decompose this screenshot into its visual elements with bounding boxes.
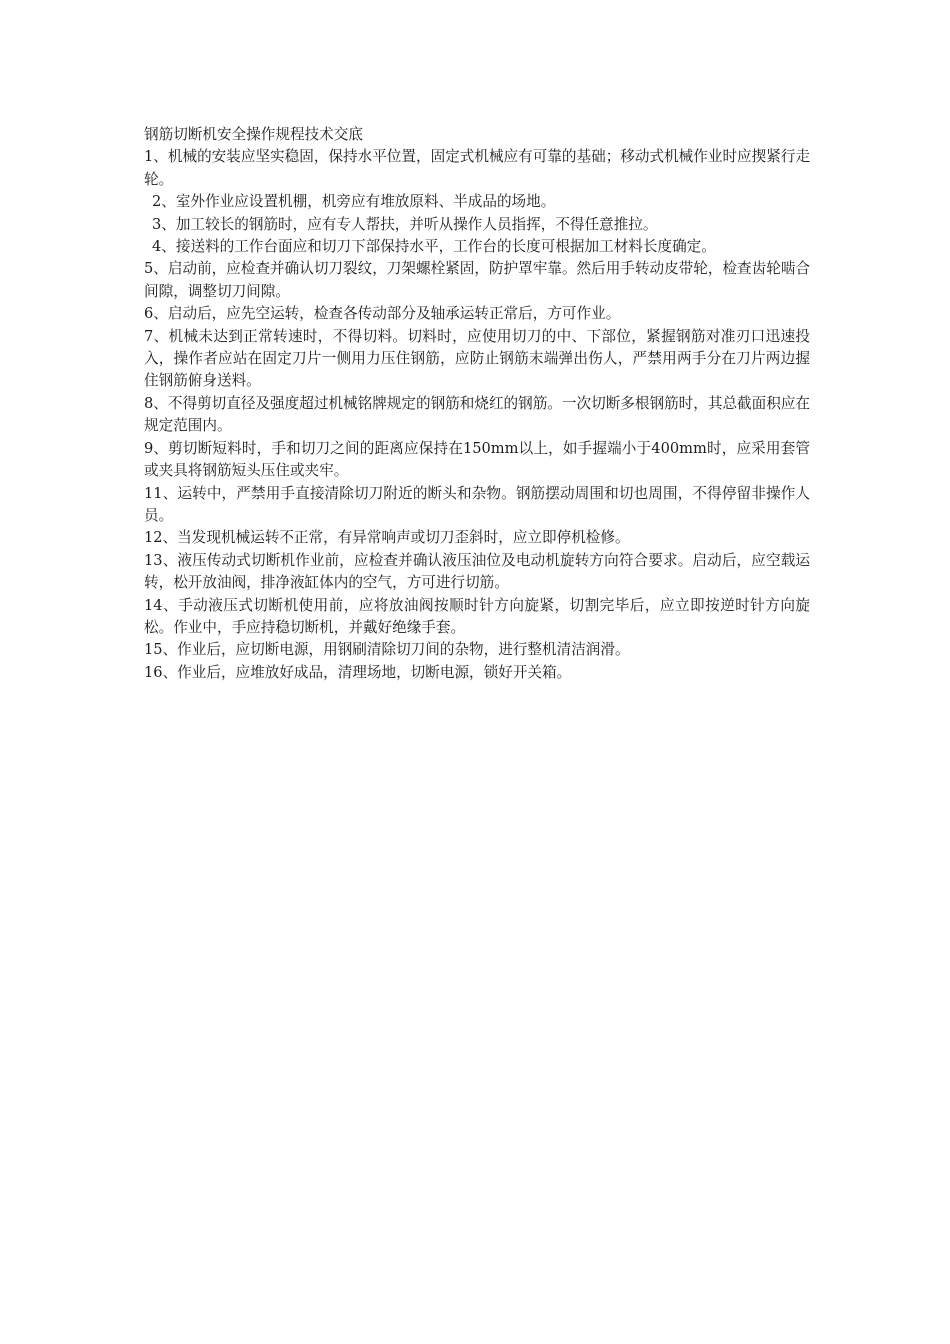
rule-item-12: 12、当发现机械运转不正常，有异常响声或切刀歪斜时，应立即停机检修。 [144, 529, 630, 547]
rule-item-6: 6、启动后，应先空运转，检查各传动部分及轴承运转正常后，方可作业。 [144, 305, 621, 323]
rule-item-16: 16、作业后，应堆放好成品，清理场地，切断电源，锁好开关箱。 [144, 663, 572, 681]
rule-item-4: 4、接送料的工作台面应和切刀下部保持水平，工作台的长度可根据加工材料长度确定。 [152, 238, 716, 256]
rule-item-1: 1、机械的安装应坚实稳固，保持水平位置，固定式机械应有可靠的基础；移动式机械作业时应揳紧行走轮。 [144, 148, 811, 188]
rule-item-8: 8、不得剪切直径及强度超过机械铭牌规定的钢筋和烧红的钢筋。一次切断多根钢筋时，其总截面积应在规定范围内。 [144, 394, 811, 435]
rule-item-14: 14、手动液压式切断机使用前，应将放油阀按顺时针方向旋紧，切割完毕后，应立即按逆时针方向旋松。作业中，手应持稳切断机，并戴好绝缘手套。 [144, 596, 810, 636]
rule-item-3: 3、加工较长的钢筋时，应有专人帮扶，并听从操作人员指挥，不得任意推拉。 [152, 215, 658, 233]
rule-item-7: 7、机械未达到正常转速时，不得切料。切料时，应使用切刀的中、下部位，紧握钢筋对准刃口迅速投入，操作者应站在固定刀片一侧用力压住钢筋，应防止钢筋末端弹出伤人，严禁用两手分在刀片两边握住钢筋俯身送料。 [144, 327, 810, 390]
document-body [144, 124, 810, 684]
rule-item-11: 11、运转中，严禁用手直接清除切刀附近的断头和杂物。钢筋摆动周围和切也周围，不得停留非操作人员。 [144, 484, 810, 524]
rule-item-15: 15、作业后，应切断电源，用钢刷清除切刀间的杂物，进行整机清洁润滑。 [144, 641, 630, 659]
rule-item-5: 5、启动前，应检查并确认切刀裂纹，刀架螺栓紧固，防护罩牢靠。然后用手转动皮带轮，检查齿轮啮合间隙，调整切刀间隙。 [144, 260, 811, 300]
rule-item-2: 2、室外作业应设置机棚，机旁应有堆放原料、半成品的场地。 [152, 193, 556, 211]
document-title: 钢筋切断机安全操作规程技术交底 [144, 126, 363, 143]
rule-item-9: 9、剪切断短料时，手和切刀之间的距离应保持在150mm以上，如手握端小于400mm时，应采用套管或夹具将钢筋短头压住或夹牢。 [144, 439, 810, 480]
rule-item-13: 13、液压传动式切断机作业前，应检查并确认液压油位及电动机旋转方向符合要求。启动后，应空载运转，松开放油阀，排净液缸体内的空气，方可进行切筋。 [144, 551, 810, 592]
